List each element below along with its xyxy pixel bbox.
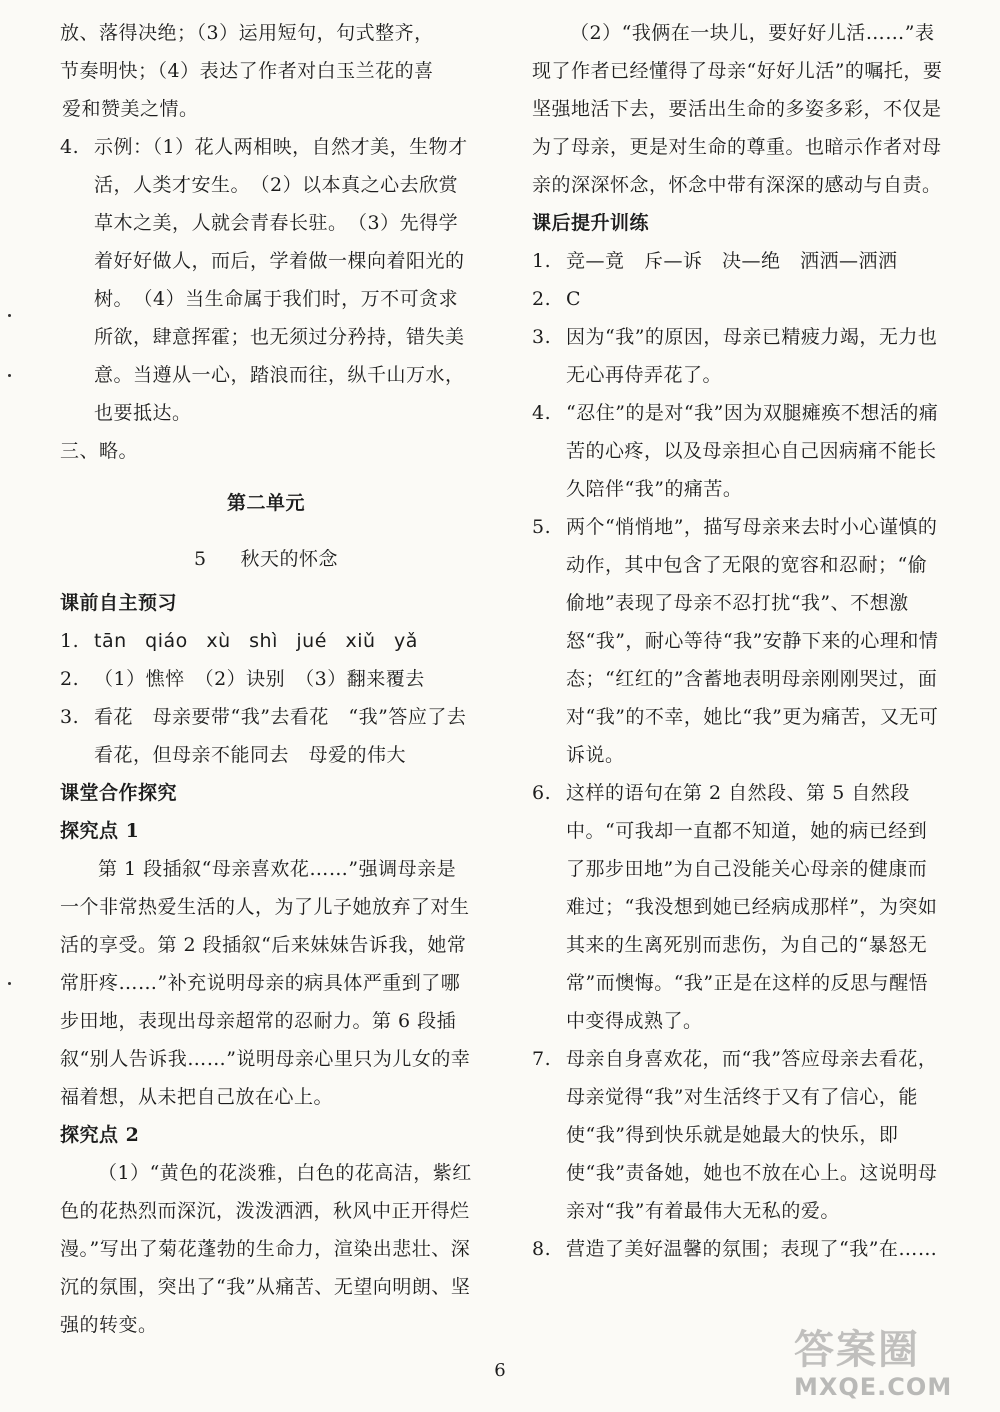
right-column [532,14,944,1268]
watermark-logo: 答案圈 [794,1327,920,1373]
item-text: 示例：（1）花人两相映，自然才美，生物才活，人类才安生。 （2）以本真之心去欣赏草木之美，人就会青春长驻。 （3）先得学着好好做人，而后，学着做一棵向着阳光的树。 （4）当生命属于我们时，万不可贪求所欲，肆意挥霍；也无须过分矜持，错失美意。当遵从一心，踏浪而往，纵千山万水，也要抵达。 [94,136,468,424]
item-number: 7. [532,1048,552,1070]
explore-point-text: （2）“我俩在一块儿，要好好儿活……”表现了作者已经懂得了母亲“好好儿活”的嘱托，要坚强地活下去，要活出生命的多姿多彩，不仅是为了母亲，更是对生命的尊重。也暗示作者对母亲的深深怀念，怀念中带有深深的感动与自责。 [532,22,943,196]
scan-mark [8,374,11,377]
section-heading: 课堂合作探究 [60,782,178,804]
item-text: C [566,288,582,310]
left-column [60,14,472,1344]
item-text: 营造了美好温馨的氛围；表现了“我”在…… [566,1238,938,1260]
explore-point-heading: 探究点 2 [60,1124,140,1146]
item-number: 4. [60,136,80,158]
lesson-name: 秋天的怀念 [240,548,339,570]
lesson-number: 5 [193,548,207,570]
item-text: 两个“悄悄地”，描写母亲来去时小心谨慎的动作，其中包含了无限的宽容和忍耐；“偷偷地”表现了母亲不忍打扰“我”、不想激怒“我”，耐心等待“我”安静下来的心理和情态；“红红的”含蓄地表明母亲刚刚哭过，面对“我”的不幸，她比“我”更为痛苦，又无可诉说。 [566,516,939,766]
page-number: 6 [494,1360,506,1381]
practice-item-5 [532,508,944,774]
preview-item-3 [60,698,472,774]
explore-point-heading: 探究点 1 [60,820,140,842]
item-text: （1）憔悴 （2）诀别 （3）翻来覆去 [94,668,425,690]
practice-item-3 [532,318,944,394]
item-text: 这样的语句在第 2 自然段、第 5 自然段中。“可我却一直都不知道，她的病已经到了那步田地”为自己没能关心母亲的健康而难过；“我没想到她已经病成那样”，为突如其来的生离死别而悲伤，为自己的“暴怒无常”而懊悔。“我”正是在这样的反思与醒悟中变得成熟了。 [566,782,938,1032]
item-text: 竞—竟 斥—诉 决—绝 洒洒—洒洒 [566,250,898,272]
preview-item-2 [60,660,472,698]
lesson-title [60,540,472,578]
section-three: 三、略。 [60,440,139,462]
item-number: 1. [60,630,80,652]
section-heading: 课前自主预习 [60,592,178,614]
item-text: 母亲自身喜欢花，而“我”答应母亲去看花，母亲觉得“我”对生活终于又有了信心，能使“我”得到快乐就是她最大的快乐，即使“我”责备她，她也不放在心上。这说明母亲对“我”有着最伟大无私的爱。 [566,1048,938,1222]
explore-point-text: （1）“黄色的花淡雅，白色的花高洁，紫红色的花热烈而深沉，泼泼洒洒，秋风中正开得烂漫。”写出了菊花蓬勃的生命力，渲染出悲壮、深沉的氛围，突出了“我”从痛苦、无望向明朗、坚强的转变。 [60,1162,472,1336]
item-text: 看花 母亲要带“我”去看花 “我”答应了去看花，但母亲不能同去 母爱的伟大 [94,706,467,766]
item-number: 2. [532,288,552,310]
explore-point-text: 第 1 段插叙“母亲喜欢花……”强调母亲是一个非常热爱生活的人，为了儿子她放弃了对生活的享受。第 2 段插叙“后来妹妹告诉我，她常常肝疼……”补充说明母亲的病具体严重到了哪步田地，表现出母亲超常的忍耐力。第 6 段插叙“别人告诉我……”说明母亲心里只为儿女的幸福着想，从未把自己放在心上。 [60,858,471,1108]
pinyin-answers: tān qiáo xù shì jué xiǔ yǎ [94,630,418,652]
item-number: 6. [532,782,552,804]
answer-item-4 [60,128,472,432]
preview-item-1 [60,622,472,660]
item-number: 1. [532,250,552,272]
paragraph-line: 节奏明快；（4）表达了作者对白玉兰花的喜 [60,60,434,82]
watermark-url: MXQE.COM [794,1373,953,1401]
practice-item-2 [532,280,944,318]
unit-title: 第二单元 [226,492,305,514]
item-number: 5. [532,516,552,538]
item-number: 3. [60,706,80,728]
practice-item-7 [532,1040,944,1230]
item-number: 4. [532,402,552,424]
practice-item-8 [532,1230,944,1268]
practice-item-6 [532,774,944,1040]
paragraph-line: 爱和赞美之情。 [62,98,199,120]
practice-item-4 [532,394,944,508]
item-text: “忍住”的是对“我”因为双腿瘫痪不想活的痛苦的心疼，以及母亲担心自己因病痛不能长久陪伴“我”的痛苦。 [566,402,939,500]
scan-mark [8,982,11,985]
watermark [794,1318,994,1408]
scan-mark [8,314,11,317]
paragraph-line: 放、落得决绝；（3）运用短句，句式整齐， [60,22,434,44]
item-text: 因为“我”的原因，母亲已精疲力竭，无力也无心再侍弄花了。 [566,326,938,386]
section-heading: 课后提升训练 [532,212,650,234]
item-number: 3. [532,326,552,348]
item-number: 8. [532,1238,552,1260]
item-number: 2. [60,668,80,690]
practice-item-1 [532,242,944,280]
